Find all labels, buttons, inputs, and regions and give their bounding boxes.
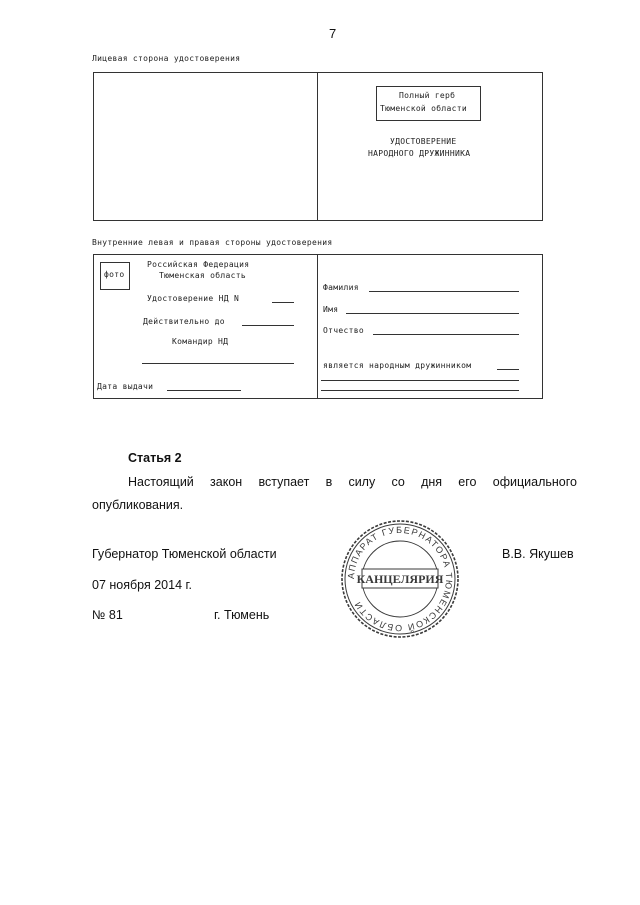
stamp-ring-text: АППАРАТ ГУБЕРНАТОРА ТЮМЕНСКОЙ ОБЛАСТИ (345, 524, 455, 634)
region-label: Тюменская область (159, 271, 246, 280)
patronymic-line (373, 334, 519, 335)
article-line-1 (128, 475, 577, 489)
governor-name: В.В. Якушев (502, 547, 574, 561)
coat-line-1: Полный герб (399, 91, 456, 100)
article-word: его (458, 475, 477, 489)
valid-until-label: Действительно до (143, 317, 225, 326)
law-date: 07 ноября 2014 г. (92, 578, 192, 592)
name-label: Имя (323, 305, 339, 314)
commander-label: Командир НД (172, 337, 229, 346)
cert-number-label: Удостоверение НД N (147, 294, 240, 303)
article-heading: Статья 2 (128, 451, 182, 465)
inner-caption: Внутренние левая и правая стороны удостоверения (92, 238, 333, 247)
volunteer-line-2 (321, 380, 519, 381)
certificate-title: УДОСТОВЕРЕНИЕ (390, 137, 457, 146)
coat-line-2: Тюменской области (380, 104, 467, 113)
issue-date-line (167, 390, 241, 391)
governor-position: Губернатор Тюменской области (92, 547, 277, 561)
front-fold-line (317, 73, 318, 220)
article-word: официального (492, 475, 577, 489)
patronymic-label: Отчество (323, 326, 364, 335)
surname-label: Фамилия (323, 283, 359, 292)
country-label: Российская Федерация (147, 260, 250, 269)
photo-label: фото (104, 270, 125, 279)
cert-number-line (272, 302, 294, 303)
article-word: силу (348, 475, 376, 489)
surname-line (369, 291, 519, 292)
issue-date-label: Дата выдачи (97, 382, 154, 391)
certificate-subtitle: НАРОДНОГО ДРУЖИННИКА (368, 149, 471, 158)
article-word: вступает (258, 475, 310, 489)
article-word: Настоящий (128, 475, 194, 489)
name-line (346, 313, 519, 314)
page-number: 7 (329, 26, 337, 41)
law-number: № 81 (92, 608, 123, 622)
article-word: закон (210, 475, 243, 489)
article-word: дня (421, 475, 443, 489)
valid-until-line (242, 325, 294, 326)
front-caption: Лицевая сторона удостоверения (92, 54, 241, 63)
commander-signature-line (142, 363, 294, 364)
stamp-center-text: КАНЦЕЛЯРИЯ (356, 572, 444, 586)
volunteer-line-1 (497, 369, 519, 370)
inner-fold-line (317, 255, 318, 398)
volunteer-label: является народным дружинником (323, 361, 472, 370)
city: г. Тюмень (214, 608, 270, 622)
volunteer-line-3 (321, 390, 519, 391)
article-word: со (391, 475, 405, 489)
article-line-2: опубликования. (92, 498, 184, 512)
article-word: в (325, 475, 333, 489)
office-stamp (338, 517, 462, 641)
